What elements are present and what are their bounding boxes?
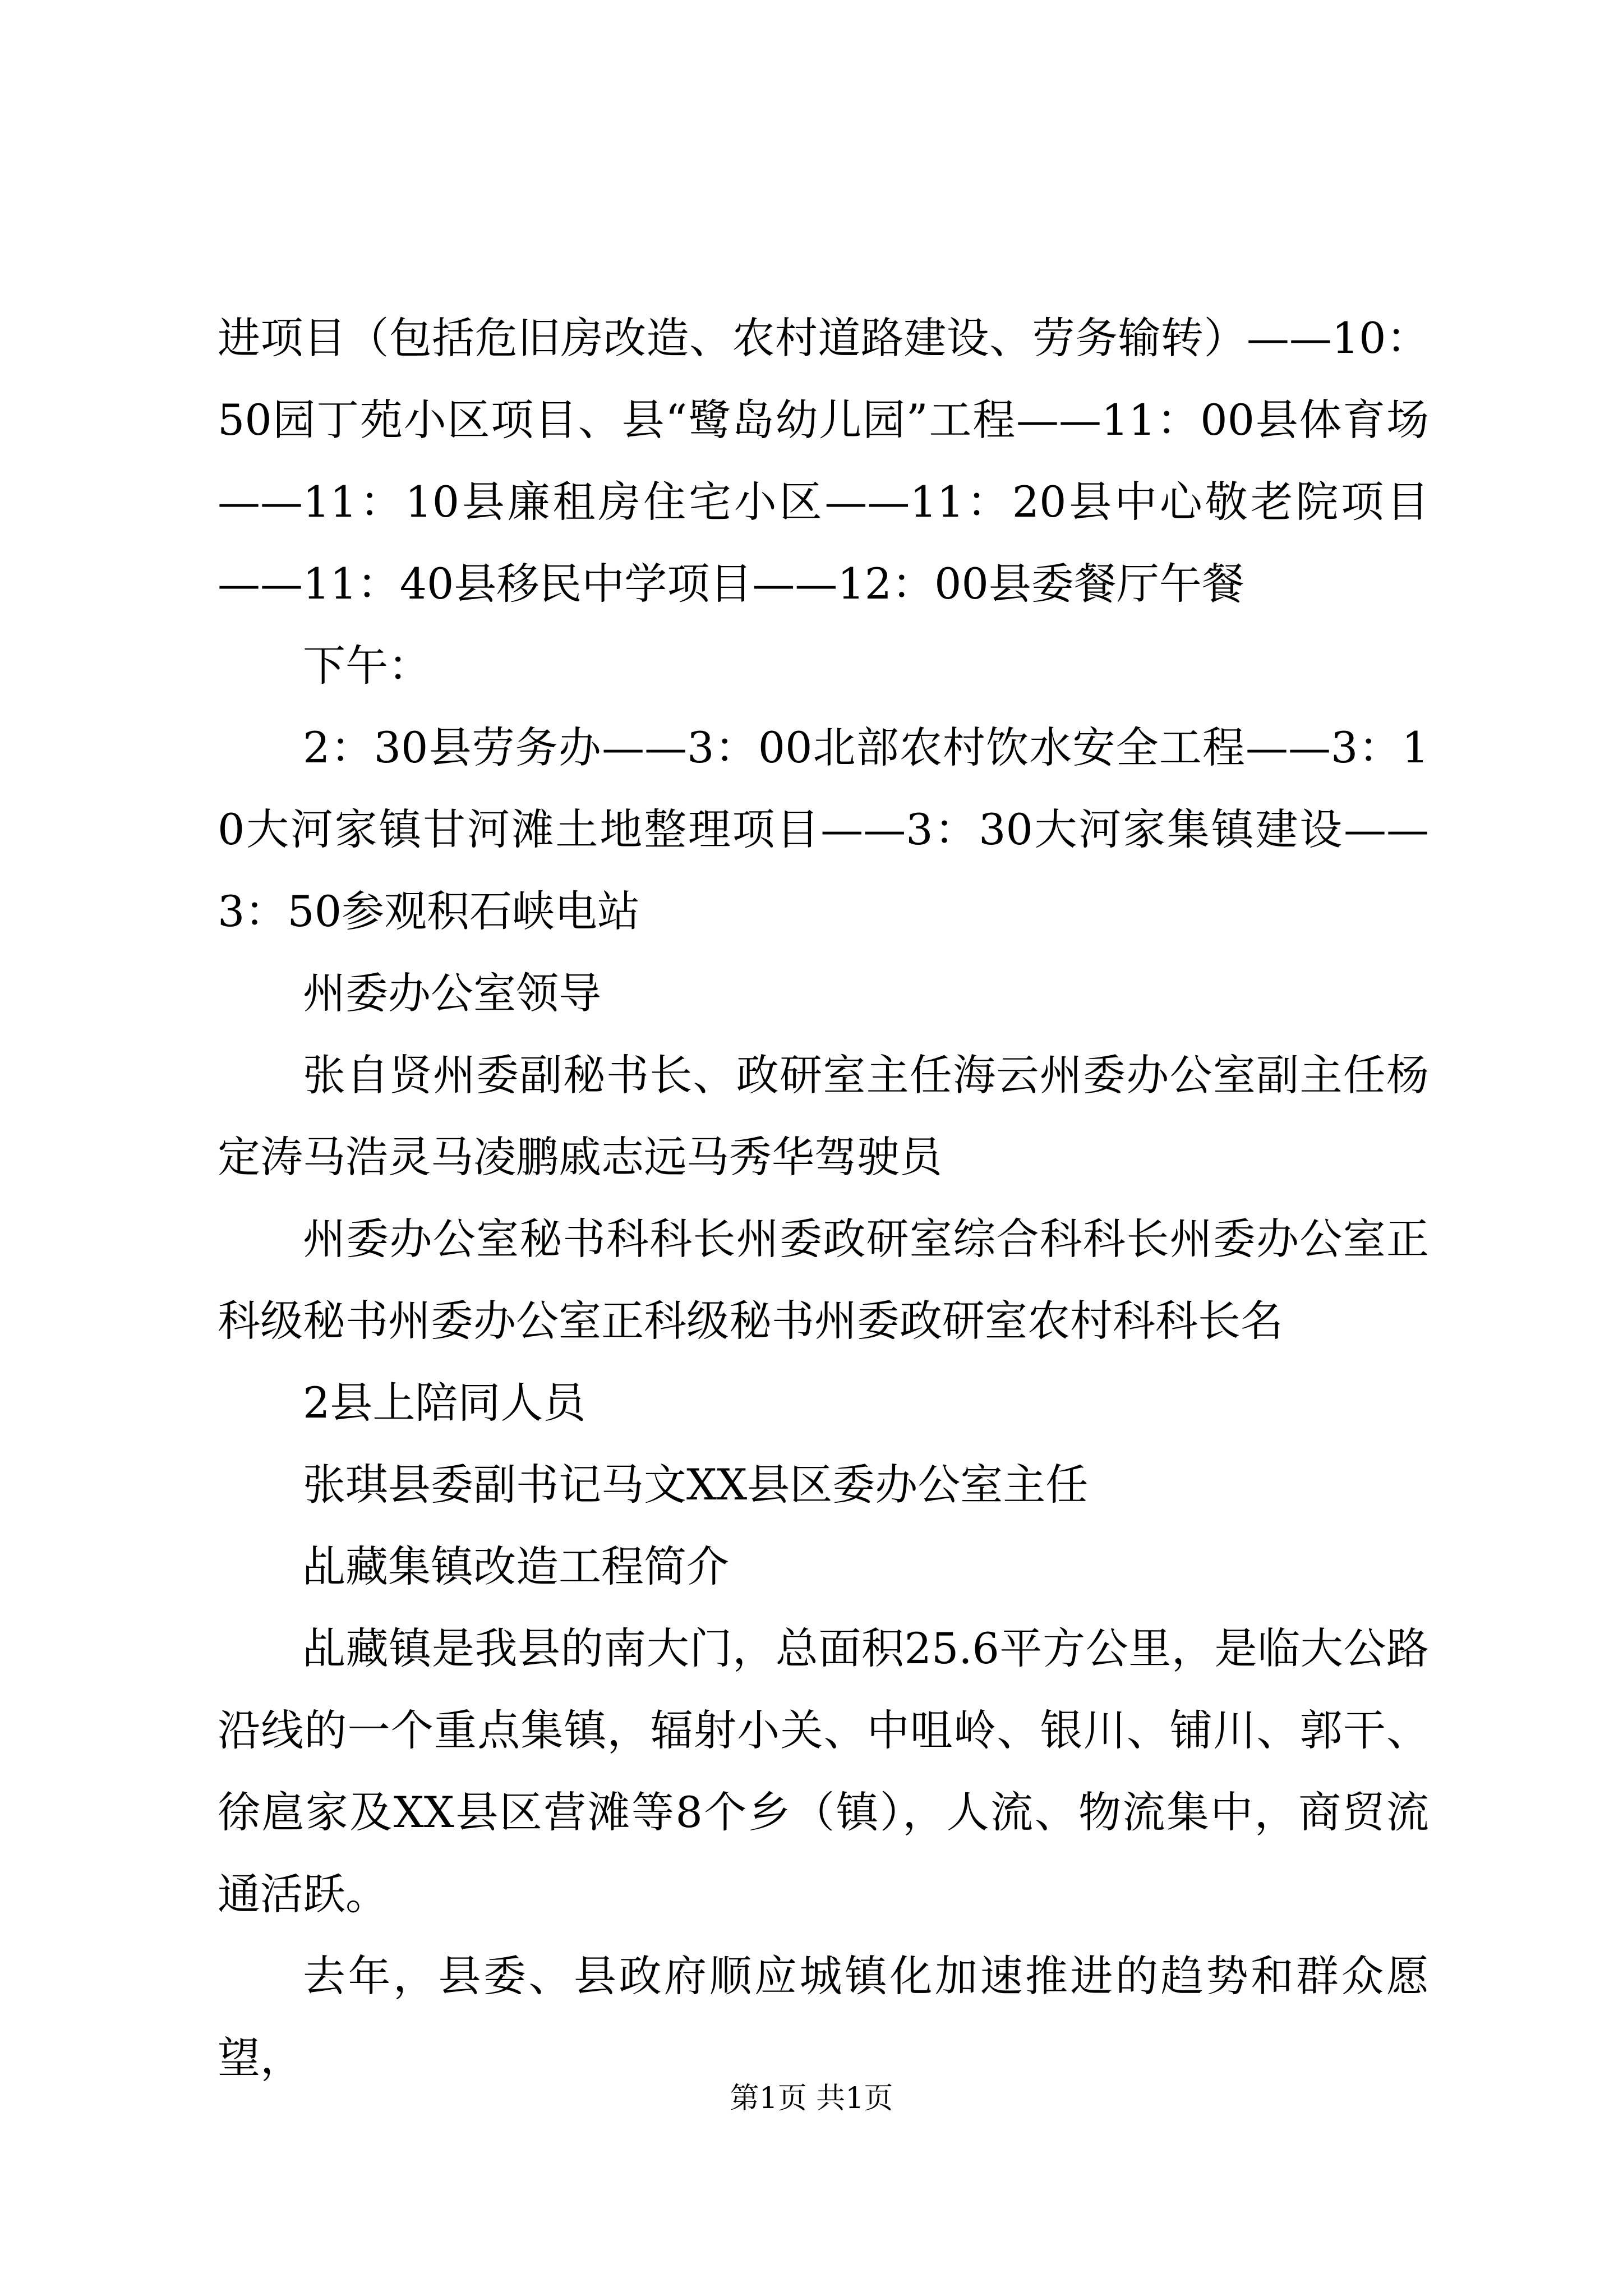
paragraph-last-year: 去年，县委、县政府顺应城镇化加速推进的趋势和群众愿望， <box>218 1951 1429 2083</box>
paragraph-afternoon-heading: 下午： <box>303 641 431 691</box>
paragraph-schedule-morning: 进项目（包括危旧房改造、农村道路建设、劳务输转）——10：50园丁苑小区项目、县“鹭岛幼儿园”工程——11：00县体育场——11：10县廉租房住宅小区——11：20县中心敬老院项目——11：40县移民中学项目——12：00县委餐厅午餐 <box>218 313 1429 609</box>
paragraph-town-intro: 乩藏镇是我县的南大门，总面积25.6平方公里，是临大公路沿线的一个重点集镇，辐射小关、中咀岭、银川、铺川、郭干、徐扈家及XX县区营滩等8个乡（镇），人流、物流集中，商贸流通活跃。 <box>218 1623 1429 1919</box>
document-body <box>218 297 1429 2099</box>
paragraph-schedule-afternoon: 2：30县劳务办——3：00北部农村饮水安全工程——3：10大河家镇甘河滩土地整理项目——3：30大河家集镇建设——3：50参观积石峡电站 <box>218 723 1429 936</box>
paragraph-county-staff-heading: 2县上陪同人员 <box>303 1378 586 1428</box>
paragraph-office-leaders-names: 张自贤州委副秘书长、政研室主任海云州委办公室副主任杨定涛马浩灵马凌鹏戚志远马秀华驾驶员 <box>218 1050 1429 1182</box>
paragraph-project-title: 乩藏集镇改造工程简介 <box>303 1542 729 1591</box>
page-footer: 第1页 共1页 <box>730 2082 893 2115</box>
paragraph-office-leaders-heading: 州委办公室领导 <box>303 968 601 1018</box>
paragraph-office-leaders-titles: 州委办公室秘书科科长州委政研室综合科科长州委办公室正科级秘书州委办公室正科级秘书州委政研室农村科科长名 <box>218 1214 1429 1346</box>
paragraph-county-staff-names: 张琪县委副书记马文XX县区委办公室主任 <box>303 1460 1089 1510</box>
